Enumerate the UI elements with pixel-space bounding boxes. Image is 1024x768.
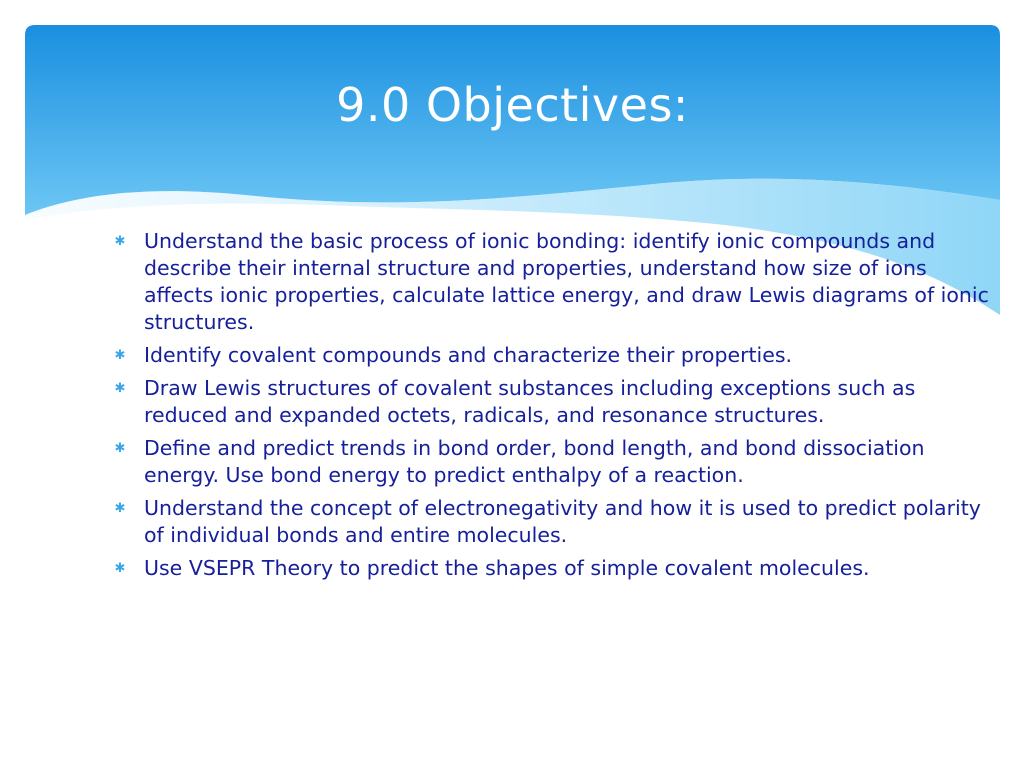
objective-text: Identify covalent compounds and characterize their properties. bbox=[144, 343, 793, 367]
slide-title: 9.0 Objectives: bbox=[336, 78, 689, 132]
objective-text: Draw Lewis structures of covalent substances including exceptions such as reduced and expanded octets, radicals, and resonance structures. bbox=[144, 376, 916, 427]
objective-item bbox=[110, 375, 1000, 429]
asterisk-bullet-icon: ✱ bbox=[114, 234, 126, 249]
asterisk-bullet-icon: ✱ bbox=[114, 561, 126, 576]
asterisk-bullet-icon: ✱ bbox=[114, 381, 126, 396]
objectives-list bbox=[110, 228, 1000, 588]
objective-text: Understand the concept of electronegativity and how it is used to predict polarity of individual bonds and entire molecules. bbox=[144, 496, 981, 547]
asterisk-bullet-icon: ✱ bbox=[114, 348, 126, 363]
objective-item bbox=[110, 495, 1000, 549]
objective-text: Use VSEPR Theory to predict the shapes of simple covalent molecules. bbox=[144, 556, 870, 580]
objective-item bbox=[110, 435, 1000, 489]
asterisk-bullet-icon: ✱ bbox=[114, 501, 126, 516]
objective-item bbox=[110, 342, 1000, 369]
objective-text: Define and predict trends in bond order, bond length, and bond dissociation energy. Use bond energy to predict enthalpy of a reaction. bbox=[144, 436, 925, 487]
objective-item bbox=[110, 555, 1000, 582]
objective-text: Understand the basic process of ionic bonding: identify ionic compounds and describe their internal structure and properties, understand how size of ions affects ionic properties, calculate lattice energy, and draw Lewis diagrams of ionic structures. bbox=[144, 229, 989, 334]
asterisk-bullet-icon: ✱ bbox=[114, 441, 126, 456]
objective-item bbox=[110, 228, 1000, 336]
